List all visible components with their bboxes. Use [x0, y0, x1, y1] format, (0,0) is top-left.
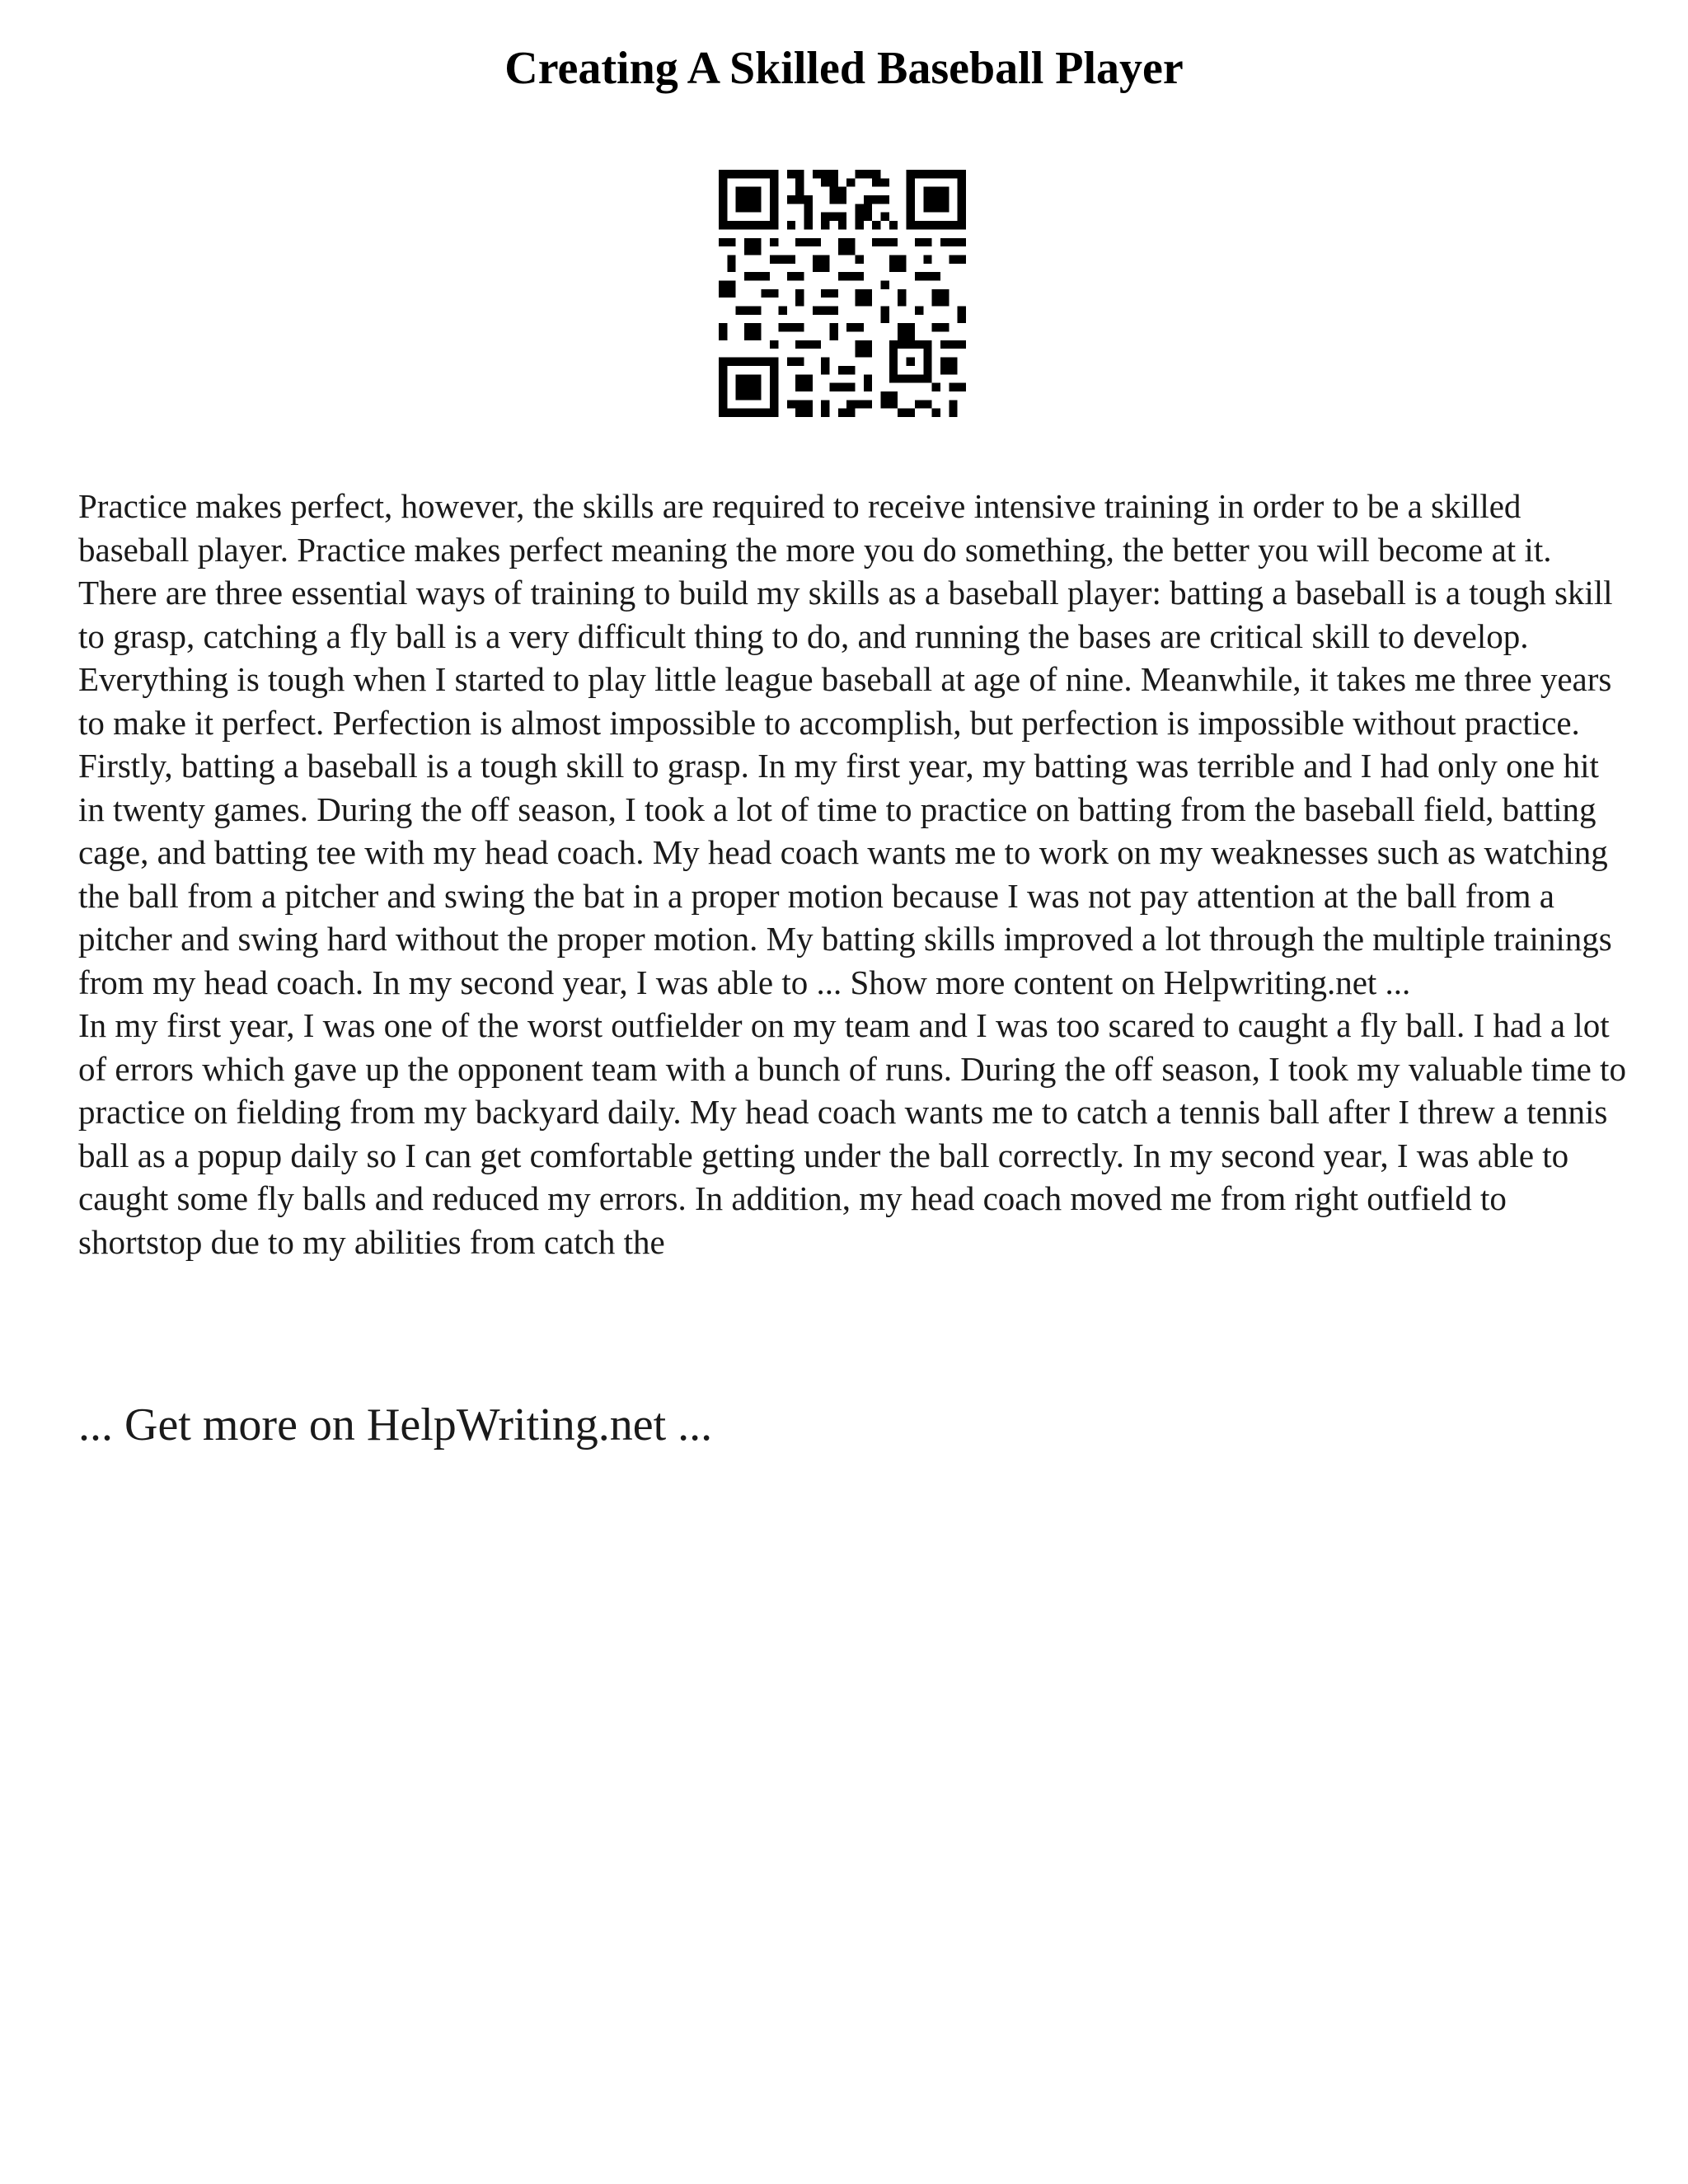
paragraph-1: Practice makes perfect, however, the skills are required to receive intensive training in order to be a skilled baseball player. Practice makes perfect meaning the more you do something, the better you will become at it. There are three essential ways of training to build my skills as a baseball player: batting a baseball is a tough skill to grasp, catching a fly ball is a very difficult thing to do, and running the bases are critical skill to develop. Everything is tough when I started to play little league baseball at age of nine. Meanwhile, it takes me three years to make it perfect. Perfection is almost impossible to accomplish, but perfection is impossible without practice. Firstly, batting a baseball is a tough skill to grasp. In my first year, my batting was terrible and I had only one hit in twenty games. During the off season, I took a lot of time to practice on batting from the baseball field, batting cage, and batting tee with my head coach. My head coach wants me to work on my weaknesses such as watching the ball from a pitcher and swing the bat in a proper motion because I was not pay attention at the ball from a pitcher and swing hard without the proper motion. My batting skills improved a lot through the multiple trainings from my head coach. In my second year, I was able to ... Show more content on Helpwriting.net ... [78, 487, 1613, 1001]
page-title: Creating A Skilled Baseball Player [504, 43, 1184, 94]
qr-code-icon[interactable] [719, 170, 966, 417]
article-body [78, 485, 1628, 1263]
paragraph-2: In my first year, I was one of the worst outfielder on my team and I was too scared to caught a fly ball. I had a lot of errors which gave up the opponent team with a bunch of runs. During the off season, I took my valuable time to practice on fielding from my backyard daily. My head coach wants me to catch a tennis ball after I threw a tennis ball as a popup daily so I can get comfortable getting under the ball correctly. In my second year, I was able to caught some fly balls and reduced my errors. In addition, my head coach moved me from right outfield to shortstop due to my abilities from catch the [78, 1006, 1626, 1261]
get-more-link[interactable]: ... Get more on HelpWriting.net ... [78, 1399, 713, 1451]
